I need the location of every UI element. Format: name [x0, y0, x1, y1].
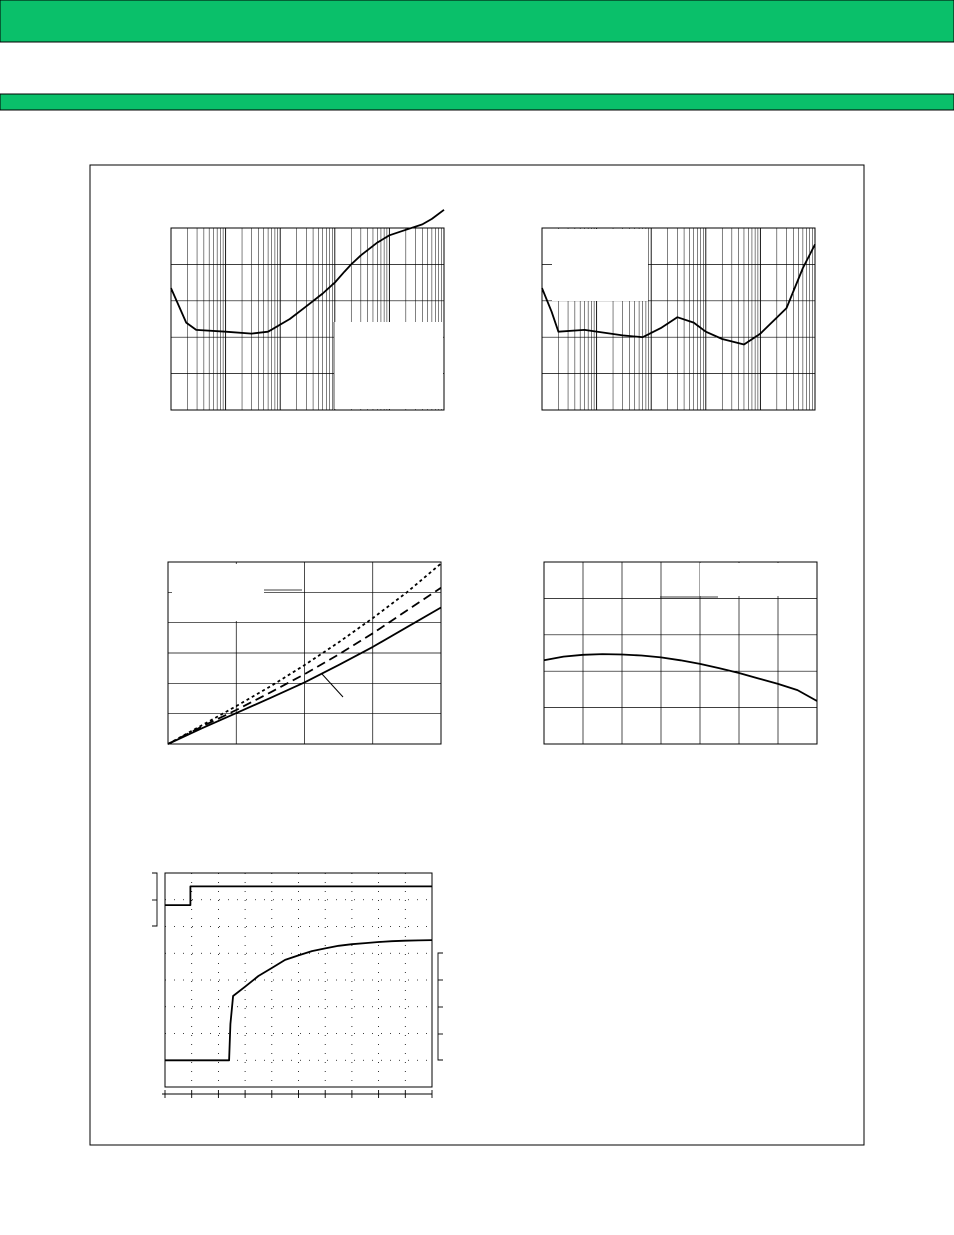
legend-area	[700, 563, 816, 596]
legend-area	[552, 229, 648, 301]
legend-area	[172, 564, 264, 621]
legend-area	[334, 322, 443, 409]
header-bottom-band	[0, 94, 954, 110]
header-top-band	[0, 0, 954, 42]
